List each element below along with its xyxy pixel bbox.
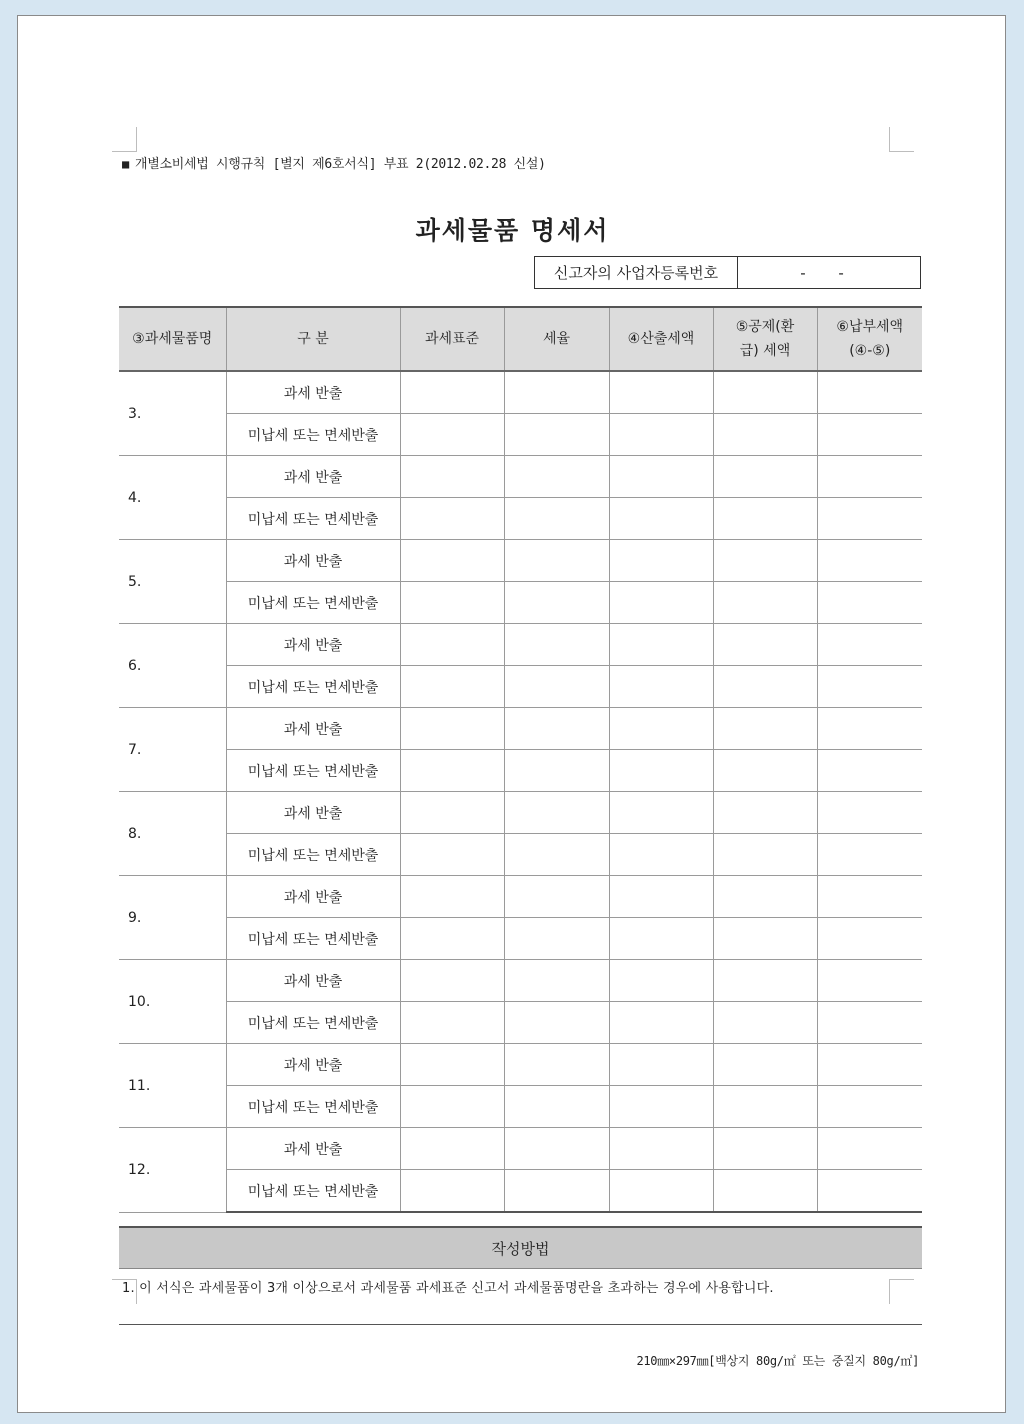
item-number-cell[interactable]: 12. [119,1128,226,1213]
amount-input-cell[interactable] [817,960,922,1002]
amount-input-cell[interactable] [400,540,504,582]
amount-input-cell[interactable] [817,540,922,582]
registration-number-box [534,256,921,289]
amount-input-cell[interactable] [504,960,609,1002]
category-cell: 과세 반출 [226,1128,400,1170]
amount-input-cell[interactable] [713,371,817,414]
amount-input-cell[interactable] [504,1170,609,1213]
amount-input-cell[interactable] [713,1170,817,1213]
amount-input-cell[interactable] [817,792,922,834]
amount-input-cell[interactable] [609,1170,713,1213]
table-row [119,750,922,792]
amount-input-cell[interactable] [504,876,609,918]
table-row [119,1170,922,1213]
amount-input-cell[interactable] [609,371,713,414]
amount-input-cell[interactable] [713,918,817,960]
amount-input-cell[interactable] [713,414,817,456]
amount-input-cell[interactable] [504,624,609,666]
table-row [119,1128,922,1170]
category-cell: 과세 반출 [226,1044,400,1086]
category-cell: 과세 반출 [226,960,400,1002]
table-row [119,918,922,960]
category-cell: 미납세 또는 면세반출 [226,918,400,960]
table-row [119,1044,922,1086]
amount-input-cell[interactable] [400,960,504,1002]
category-cell: 과세 반출 [226,792,400,834]
amount-input-cell[interactable] [400,834,504,876]
instruction-note-1: 1. 이 서식은 과세물품이 3개 이상으로서 과세물품 과세표준 신고서 과세물품명란을 초과하는 경우에 사용합니다. [122,1281,774,1296]
amount-input-cell[interactable] [400,624,504,666]
amount-input-cell[interactable] [609,750,713,792]
amount-input-cell[interactable] [817,876,922,918]
amount-input-cell[interactable] [609,498,713,540]
amount-input-cell[interactable] [713,1128,817,1170]
amount-input-cell[interactable] [817,498,922,540]
item-number-cell[interactable]: 6. [119,624,226,708]
amount-input-cell[interactable] [400,708,504,750]
amount-input-cell[interactable] [400,750,504,792]
amount-input-cell[interactable] [400,582,504,624]
amount-input-cell[interactable] [400,1044,504,1086]
amount-input-cell[interactable] [400,792,504,834]
amount-input-cell[interactable] [609,1044,713,1086]
amount-input-cell[interactable] [609,1128,713,1170]
amount-input-cell[interactable] [713,1044,817,1086]
column-header: 세율 [504,307,609,371]
category-cell: 과세 반출 [226,624,400,666]
amount-input-cell[interactable] [713,624,817,666]
category-cell: 과세 반출 [226,708,400,750]
category-cell: 과세 반출 [226,371,400,414]
table-row [119,1002,922,1044]
amount-input-cell[interactable] [609,876,713,918]
amount-input-cell[interactable] [400,456,504,498]
category-cell: 과세 반출 [226,540,400,582]
form-page [17,15,1006,1413]
item-number-cell[interactable]: 8. [119,792,226,876]
amount-input-cell[interactable] [609,918,713,960]
table-row [119,876,922,918]
amount-input-cell[interactable] [713,540,817,582]
amount-input-cell[interactable] [609,624,713,666]
category-cell: 과세 반출 [226,456,400,498]
category-cell: 미납세 또는 면세반출 [226,666,400,708]
amount-input-cell[interactable] [400,1002,504,1044]
amount-input-cell[interactable] [713,498,817,540]
table-row [119,582,922,624]
table-row [119,371,922,414]
amount-input-cell[interactable] [817,414,922,456]
amount-input-cell[interactable] [817,708,922,750]
taxable-goods-table [119,306,922,1213]
crop-mark-bottom-right [889,1279,914,1304]
amount-input-cell[interactable] [504,456,609,498]
amount-input-cell[interactable] [400,918,504,960]
amount-input-cell[interactable] [400,498,504,540]
amount-input-cell[interactable] [504,1086,609,1128]
column-header: ⑤공제(환급) 세액 [713,307,817,371]
table-row [119,624,922,666]
amount-input-cell[interactable] [609,540,713,582]
amount-input-cell[interactable] [817,582,922,624]
amount-input-cell[interactable] [817,1044,922,1086]
table-row [119,960,922,1002]
amount-input-cell[interactable] [713,876,817,918]
amount-input-cell[interactable] [400,876,504,918]
amount-input-cell[interactable] [609,1086,713,1128]
amount-input-cell[interactable] [504,1128,609,1170]
amount-input-cell[interactable] [504,666,609,708]
amount-input-cell[interactable] [713,456,817,498]
table-row [119,792,922,834]
amount-input-cell[interactable] [713,750,817,792]
amount-input-cell[interactable] [504,582,609,624]
form-reference [122,153,546,172]
column-header: 구 분 [226,307,400,371]
table-row [119,708,922,750]
document-title: 과세물품 명세서 [415,216,610,245]
amount-input-cell[interactable] [504,371,609,414]
amount-input-cell[interactable] [504,414,609,456]
divider [119,1324,922,1325]
table-row [119,540,922,582]
category-cell: 미납세 또는 면세반출 [226,582,400,624]
amount-input-cell[interactable] [400,1128,504,1170]
amount-input-cell[interactable] [504,834,609,876]
amount-input-cell[interactable] [817,666,922,708]
crop-mark-top-left [112,127,137,152]
amount-input-cell[interactable] [817,624,922,666]
amount-input-cell[interactable] [609,834,713,876]
registration-number-field[interactable]: - - [800,263,858,282]
item-number-cell[interactable]: 11. [119,1044,226,1128]
column-header: ⑥납부세액 (④-⑤) [817,307,922,371]
amount-input-cell[interactable] [609,792,713,834]
table-header-row [119,307,922,371]
category-cell: 미납세 또는 면세반출 [226,1086,400,1128]
amount-input-cell[interactable] [609,666,713,708]
amount-input-cell[interactable] [713,834,817,876]
amount-input-cell[interactable] [504,750,609,792]
item-number-cell[interactable]: 10. [119,960,226,1044]
amount-input-cell[interactable] [504,918,609,960]
category-cell: 미납세 또는 면세반출 [226,750,400,792]
amount-input-cell[interactable] [609,1002,713,1044]
amount-input-cell[interactable] [817,834,922,876]
amount-input-cell[interactable] [713,960,817,1002]
column-header: ④산출세액 [609,307,713,371]
amount-input-cell[interactable] [504,792,609,834]
form-reference-text: 개별소비세법 시행규칙 [별지 제6호서식] 부표 2(2012.02.28 신설) [134,157,546,172]
crop-mark-top-right [889,127,914,152]
amount-input-cell[interactable] [504,1044,609,1086]
amount-input-cell[interactable] [713,1002,817,1044]
table-row [119,1086,922,1128]
category-cell: 미납세 또는 면세반출 [226,498,400,540]
amount-input-cell[interactable] [817,1170,922,1213]
amount-input-cell[interactable] [400,1086,504,1128]
amount-input-cell[interactable] [817,371,922,414]
column-header: ③과세물품명 [119,307,226,371]
table-row [119,834,922,876]
amount-input-cell[interactable] [817,918,922,960]
amount-input-cell[interactable] [817,456,922,498]
table-row [119,666,922,708]
amount-input-cell[interactable] [504,498,609,540]
item-number-cell[interactable]: 7. [119,708,226,792]
amount-input-cell[interactable] [609,456,713,498]
item-number-cell[interactable]: 4. [119,456,226,540]
amount-input-cell[interactable] [609,960,713,1002]
category-cell: 과세 반출 [226,876,400,918]
item-number-cell[interactable]: 9. [119,876,226,960]
amount-input-cell[interactable] [504,540,609,582]
amount-input-cell[interactable] [713,1086,817,1128]
amount-input-cell[interactable] [609,582,713,624]
amount-input-cell[interactable] [504,708,609,750]
amount-input-cell[interactable] [609,708,713,750]
amount-input-cell[interactable] [400,1170,504,1213]
category-cell: 미납세 또는 면세반출 [226,414,400,456]
instructions-heading: 작성방법 [119,1226,922,1269]
amount-input-cell[interactable] [713,582,817,624]
paper-specification: 210㎜×297㎜[백상지 80g/㎡ 또는 중질지 80g/㎡] [636,1354,919,1368]
amount-input-cell[interactable] [609,414,713,456]
amount-input-cell[interactable] [817,750,922,792]
amount-input-cell[interactable] [713,708,817,750]
column-header: 과세표준 [400,307,504,371]
square-bullet-icon: ■ [122,157,129,171]
amount-input-cell[interactable] [400,371,504,414]
amount-input-cell[interactable] [817,1086,922,1128]
amount-input-cell[interactable] [817,1002,922,1044]
amount-input-cell[interactable] [504,1002,609,1044]
category-cell: 미납세 또는 면세반출 [226,1002,400,1044]
item-number-cell[interactable]: 5. [119,540,226,624]
amount-input-cell[interactable] [713,666,817,708]
category-cell: 미납세 또는 면세반출 [226,834,400,876]
amount-input-cell[interactable] [817,1128,922,1170]
table-row [119,456,922,498]
table-row [119,414,922,456]
item-number-cell[interactable]: 3. [119,371,226,456]
amount-input-cell[interactable] [713,792,817,834]
category-cell: 미납세 또는 면세반출 [226,1170,400,1213]
amount-input-cell[interactable] [400,414,504,456]
table-body [119,371,922,1212]
registration-number-label: 신고자의 사업자등록번호 [535,257,738,288]
table-row [119,498,922,540]
amount-input-cell[interactable] [400,666,504,708]
